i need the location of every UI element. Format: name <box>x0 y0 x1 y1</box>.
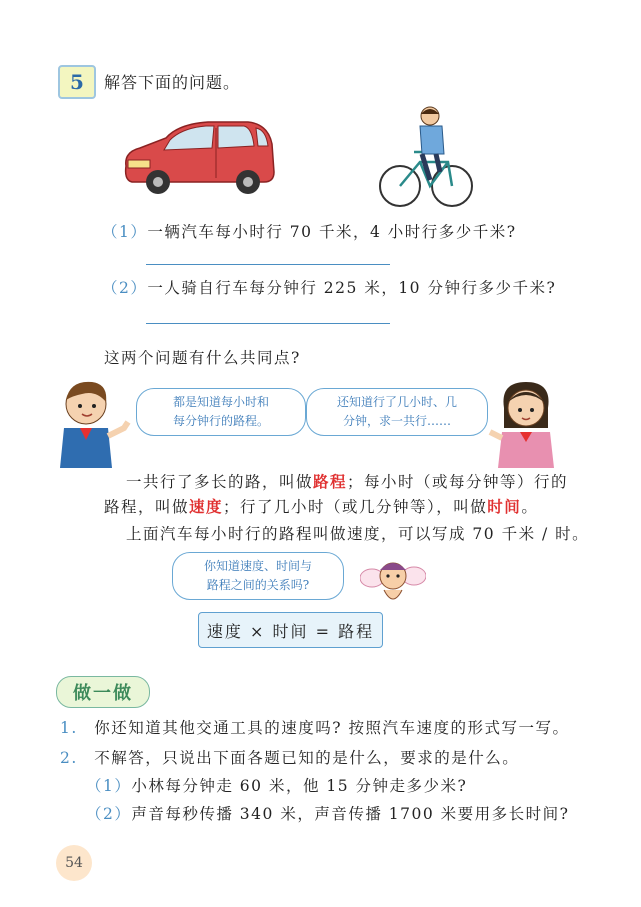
bubble-line: 你知道速度、时间与 <box>203 559 312 573</box>
item-text: 不解答，只说出下面各题已知的是什么，要求的是什么。 <box>94 749 520 767</box>
definition-text: ；行了几小时（或几分钟等），叫做 <box>223 498 488 516</box>
item-number: 2. <box>60 749 78 767</box>
question-text: 一辆汽车每小时行 70 千米，4 小时行多少千米? <box>147 223 517 241</box>
item-text: 你还知道其他交通工具的速度吗? 按照汽车速度的形式写一写。 <box>94 719 570 737</box>
question-2 <box>102 276 556 298</box>
keyword-distance: 路程 <box>313 473 348 491</box>
boy-speech-bubble <box>136 388 306 436</box>
definition-line-2 <box>104 495 538 517</box>
question-text: 一人骑自行车每分钟行 225 米，10 分钟行多少千米? <box>147 279 557 297</box>
question-number: （2） <box>102 279 148 297</box>
definition-text: 。 <box>521 498 539 516</box>
common-point-prompt: 这两个问题有什么共同点? <box>104 349 301 367</box>
practice-sub-item-2 <box>86 802 569 824</box>
practice-item-2 <box>60 746 519 768</box>
angel-speech-bubble <box>172 552 344 600</box>
bubble-line: 还知道行了几小时、几 <box>336 395 457 409</box>
item-text: 声音每秒传播 340 米，声音传播 1700 米要用多长时间? <box>131 805 570 823</box>
bubble-line: 路程之间的关系吗? <box>206 578 310 592</box>
angel-illustration <box>360 554 426 610</box>
exercise-title: 解答下面的问题。 <box>104 73 241 92</box>
definition-text: 路程，叫做 <box>104 498 190 516</box>
page-number: 54 <box>56 845 92 881</box>
keyword-speed: 速度 <box>189 498 224 516</box>
exercise-number-badge: 5 <box>58 65 96 99</box>
answer-line-1 <box>146 264 390 265</box>
definition-text: 一共行了多长的路，叫做 <box>126 473 314 491</box>
bubble-line: 每分钟行的路程。 <box>172 414 269 428</box>
definition-line-1 <box>126 470 568 492</box>
item-number: （1） <box>86 777 132 795</box>
item-text: 小林每分钟走 60 米，他 15 分钟走多少米? <box>131 777 468 795</box>
keyword-time: 时间 <box>487 498 522 516</box>
answer-line-2 <box>146 323 390 324</box>
item-number: （2） <box>86 805 132 823</box>
bubble-line: 分钟，求一共行…… <box>342 414 451 428</box>
bubble-line: 都是知道每小时和 <box>172 395 269 409</box>
practice-heading: 做一做 <box>56 676 150 708</box>
definition-text: ；每小时（或每分钟等）行的 <box>347 473 569 491</box>
item-number: 1. <box>60 719 78 737</box>
car-illustration <box>118 116 278 198</box>
girl-illustration <box>486 378 566 468</box>
formula-box: 速度 × 时间 = 路程 <box>198 612 383 648</box>
practice-sub-item-1 <box>86 774 467 796</box>
boy-illustration <box>52 378 136 468</box>
speed-example: 上面汽车每小时行的路程叫做速度，可以写成 70 千米 / 时。 <box>126 525 590 543</box>
girl-speech-bubble <box>306 388 488 436</box>
question-number: （1） <box>102 223 148 241</box>
practice-item-1 <box>60 716 569 738</box>
cyclist-illustration <box>378 102 474 210</box>
question-1 <box>102 220 517 242</box>
